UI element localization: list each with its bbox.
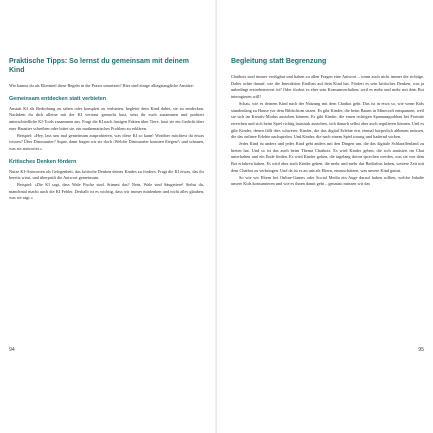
left-page	[0, 0, 216, 433]
critical-thinking-paragraph: Nutze KI-Antworten als Gelegenheit, das kritische Denken deines Kindes zu fördern. Fragt die KI etwas, das ihr bereits wisst, und überprüft die Antwort gemeinsam.	[9, 168, 204, 181]
right-paragraph-4: So wie wir Eltern bei Online-Games oder Social Media ein Auge darauf haben sollten, welche Inhalte unsere Kids konsumieren und wie es ihnen damit geht – genauso müssen wir das	[231, 174, 424, 187]
left-page-title: Praktische Tipps: So lernst du gemeinsam mit deinem Kind	[9, 58, 189, 74]
right-paragraph-1: Chatbots sind immer verfügbar und haben zu allen Fragen eine Antwort – wenn auch nicht immer die richtige. Daher achte darauf, wie die Interaktion Einfluss auf dein Kind hat. Fördert es sein kritisches Denken, was ja unbedingt erstrebenswert ist? Oder fördert es eher sein Konsumverhalten, weil es mehr und mehr mit dem Bot interagieren will?	[231, 74, 424, 100]
right-paragraph-3: Jedes Kind ist anders und jedes Kind geht anders mit den Dingen um, die das digitale Schlaraffenland zu bieten hat. Und so ist das auch beim Thema Chatbots. Es wird Kinder geben, die sich amüsiert im Chat unterhalten und ein Ende finden. Es wird Kinder geben, die tagelang davon sprechen werden, was sie von dem Bot erfahren haben. Es wird aber auch Kinder geben, die mehr und mehr das Bedürfnis haben, weitere Zeit mit dem Chatbot zu verbringen. Und da ist es an uns als Eltern, einzuschätzen, was unsere Kind guttut.	[231, 141, 424, 173]
discover-paragraph: Anstatt KI als Bedrohung zu sehen oder komplett zu verbieten, begleite dein Kind dabei, sie zu entdecken. Nachdem du dich alleine mit der KI vertraut gemacht hast, setzt ihr euch zusammen und probiert unterschiedliche KI-Tools zusammen aus. Fragt die KI nach lustigen Fakten über Tiere, lasst sie ein Gedicht über euer Haustier schreiben oder bittet sie, ein mathematisches Problem zu erklären.	[9, 105, 204, 131]
critical-thinking-example: Beispiel: »Die KI sagt, dass Wale Fische sind. Stimmt das? Nein, Wale sind Säugetiere! Siehst du, manchmal macht auch die KI Fehler. Deshalb ist es wichtig, dass wir immer mitdenken und nicht alles glauben, was sie sagt.«	[9, 182, 204, 201]
right-page	[217, 0, 433, 433]
page-number-left: 94	[9, 347, 15, 353]
section-heading-critical-thinking: Kritisches Denken fördern	[9, 158, 77, 165]
right-page-content	[231, 57, 424, 188]
discover-example: Beispiel: »Hey, lass uns mal gemeinsam ausprobieren, was diese KI so kann! Worüber möchtest du etwas wissen? Über Dinosaurier? Super, dann fragen wir sie doch ›Welche Dinosaurier konnten fliegen?‹ und schauen, was sie antwortet.«	[9, 132, 204, 151]
intro-paragraph: Wie kannst du als Elternteil diese Regeln in die Praxis umsetzen? Hier sind einige alltagstaugliche Ansätze:	[9, 83, 194, 88]
section-heading-discover: Gemeinsam entdecken statt verbieten	[9, 95, 107, 102]
page-number-right: 95	[418, 347, 424, 353]
right-page-title: Begleitung statt Begrenzung	[231, 58, 327, 65]
right-paragraph-2: Schau, wie es deinem Kind nach der Nutzung mit dem Chatbot geht. Das ist in etwa so, wie wenn Kids stundenlang zu Hause vor dem Bildschirm sitzen. Es gibt Kinder, die beim Bauen in Minecraft entspannen, weil sie sich im Kreativ-Modus austoben können. Es gibt Kinder, die einen richtigen Spannungsabbau bei Fortnite erreichen und sich beim Spiel richtig lautstark austoben, sich danach selbst aber auch regulieren können. Und es gibt Kinder, denen fällt dies schwerer. Kinder, die das digital Erlebte erst einmal körperlich abbauen müssen, die das onlinee Erlebte nachspielen. Und Kinder, die nach einem Spiel traurig und hadernd wirken.	[231, 100, 424, 140]
left-page-content	[9, 57, 204, 202]
